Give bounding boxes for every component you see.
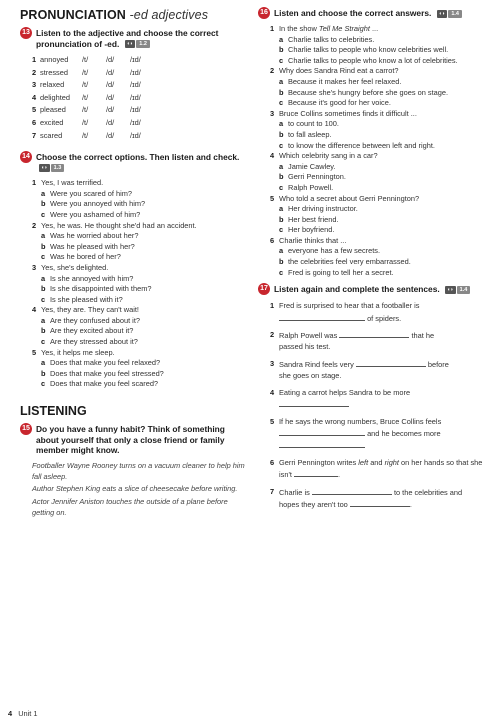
audio-track-button[interactable] bbox=[39, 164, 64, 172]
left-column bbox=[20, 8, 246, 521]
answer-option[interactable]: c Because it's good for her voice. bbox=[279, 98, 391, 108]
exercise-16-heading bbox=[258, 8, 488, 19]
sentence-item: 5 If he says the wrong numbers, Bruce Collins feels and he becomes more bbox=[270, 416, 488, 452]
pronunciation-row: 2 stressed /t/ /d/ /ɪd/ bbox=[32, 67, 141, 77]
pronunciation-row: 5 pleased /t/ /d/ /ɪd/ bbox=[32, 105, 141, 115]
answer-option[interactable]: a to count to 100. bbox=[279, 119, 339, 129]
exercise-14-items bbox=[32, 178, 246, 390]
audio-track-button[interactable] bbox=[437, 10, 462, 18]
answer-option[interactable]: b Does that make you feel stressed? bbox=[41, 368, 164, 378]
pronunciation-row: 1 annoyed /t/ /d/ /ɪd/ bbox=[32, 55, 141, 64]
answer-option[interactable]: c Were you ashamed of him? bbox=[41, 209, 141, 219]
exercise-number: 17 bbox=[258, 283, 270, 295]
exercise-13-heading bbox=[20, 28, 246, 49]
exercise-number: 16 bbox=[258, 7, 270, 19]
exercise-17-instruction: Listen again and complete the sentences. bbox=[274, 284, 440, 295]
answer-option[interactable]: a Her driving instructor. bbox=[279, 204, 358, 214]
answer-option[interactable]: a Charlie talks to celebrities. bbox=[279, 34, 375, 44]
answer-blank[interactable] bbox=[350, 498, 410, 507]
answer-option[interactable]: b to fall asleep. bbox=[279, 129, 332, 139]
exercise-number: 15 bbox=[20, 423, 32, 435]
exercise-number: 14 bbox=[20, 151, 32, 163]
question-item: 3 Yes, she's delighted. a Is she annoyed with him? b Is she disappointed with them? c Is she pleased with it? bbox=[32, 263, 246, 305]
answer-option[interactable]: c Her boyfriend. bbox=[279, 225, 335, 235]
audio-icon: ◖◗ bbox=[126, 41, 134, 48]
sentence-item: 3 Sandra Rind feels very before she goes on stage. bbox=[270, 358, 449, 381]
answer-option[interactable]: a Jamie Cawley. bbox=[279, 161, 336, 171]
answer-option[interactable]: b Because she's hungry before she goes on stage. bbox=[279, 87, 449, 97]
audio-icon: ◖◗ bbox=[41, 165, 48, 172]
exercise-15-instruction: Do you have a funny habit? Think of something about yourself that only a close friend or family member might know. bbox=[36, 424, 225, 456]
answer-option[interactable]: a Does that make you feel relaxed? bbox=[41, 358, 161, 368]
answer-blank[interactable] bbox=[279, 312, 365, 321]
unit-label: Unit 1 bbox=[18, 709, 38, 718]
question-item: 3 Bruce Collins sometimes finds it difficult ... a to count to 100. b to fall asleep. c to know the difference between left and right. bbox=[270, 109, 488, 151]
habit-example: Footballer Wayne Rooney turns on a vacuum cleaner to help him fall asleep. bbox=[32, 460, 245, 481]
answer-option[interactable]: c Was he bored of her? bbox=[41, 252, 121, 262]
answer-option[interactable]: b Are they excited about it? bbox=[41, 326, 134, 336]
answer-option[interactable]: b the celebrities feel very embarrassed. bbox=[279, 257, 411, 267]
answer-blank[interactable] bbox=[279, 439, 365, 448]
answer-option[interactable]: b Gerri Pennington. bbox=[279, 172, 346, 182]
pronunciation-table bbox=[32, 54, 246, 142]
pronunciation-heading bbox=[20, 8, 246, 22]
answer-option[interactable]: b Charlie talks to people who know celebrities well. bbox=[279, 45, 449, 55]
habit-examples bbox=[32, 461, 246, 519]
habit-example: Author Stephen King eats a slice of cheesecake before writing. bbox=[32, 484, 238, 494]
answer-option[interactable]: a Are they confused about it? bbox=[41, 315, 140, 325]
exercise-number: 13 bbox=[20, 27, 32, 39]
sentence-item: 2 Ralph Powell was that he passed his test. bbox=[270, 330, 435, 352]
audio-track-number: 1.2 bbox=[136, 40, 150, 48]
audio-track-number: 1.4 bbox=[457, 286, 471, 294]
exercise-16-instruction: Listen and choose the correct answers. bbox=[274, 8, 432, 18]
sentence-item: 6 Gerri Pennington writes left and right on her hands so that she isn't . bbox=[270, 457, 483, 480]
pronunciation-title: PRONUNCIATION bbox=[20, 8, 126, 22]
pronunciation-row: 3 relaxed /t/ /d/ /ɪd/ bbox=[32, 80, 141, 90]
answer-option[interactable]: b Is she disappointed with them? bbox=[41, 284, 152, 294]
answer-option[interactable]: a Is she annoyed with him? bbox=[41, 273, 134, 283]
question-item: 2 Why does Sandra Rind eat a carrot? a Because it makes her feel relaxed. b Because she's hungry before she goes on stage. c Because it's good for her voice. bbox=[270, 66, 488, 108]
sentence-item: 7 Charlie is to the celebrities and hopes they aren't too . bbox=[270, 486, 463, 509]
answer-option[interactable]: c Fred is going to tell her a secret. bbox=[279, 267, 394, 277]
answer-blank[interactable] bbox=[279, 427, 365, 436]
exercise-14-heading bbox=[20, 152, 246, 173]
answer-option[interactable]: c Does that make you feel scared? bbox=[41, 379, 159, 389]
answer-option[interactable]: a Was he worried about her? bbox=[41, 231, 139, 241]
answer-blank[interactable] bbox=[339, 329, 409, 338]
exercise-14-instruction: Choose the correct options. Then listen and check. bbox=[36, 152, 240, 163]
sentence-item: 1 Fred is surprised to hear that a footballer is of spiders. bbox=[270, 301, 420, 323]
question-item: 6 Charlie thinks that ... a everyone has a few secrets. b the celebrities feel very embarrassed. c Fred is going to tell her a secret. bbox=[270, 236, 488, 278]
question-item: 4 Which celebrity sang in a car? a Jamie Cawley. b Gerri Pennington. c Ralph Powell. bbox=[270, 151, 488, 193]
question-item: 5 Yes, it helps me sleep. a Does that make you feel relaxed? b Does that make you feel stressed? c Does that make you feel scared? bbox=[32, 348, 246, 390]
question-item: 1 In the show Tell Me Straight ... a Charlie talks to celebrities. b Charlie talks to people who know celebrities well. c Charlie talks to people who know a lot of celebrities. bbox=[270, 24, 488, 66]
page-number: 4 bbox=[8, 709, 13, 718]
pronunciation-subtitle: -ed adjectives bbox=[129, 8, 209, 22]
answer-blank[interactable] bbox=[356, 358, 426, 367]
exercise-16-items bbox=[270, 24, 488, 278]
question-item: 2 Yes, he was. He thought she'd had an accident. a Was he worried about her? b Was he pleased with her? c Was he bored of her? bbox=[32, 221, 246, 263]
exercise-17-heading bbox=[258, 284, 488, 295]
answer-option[interactable]: a Were you scared of him? bbox=[41, 188, 133, 198]
answer-option[interactable]: c Is she pleased with it? bbox=[41, 294, 123, 304]
answer-option[interactable]: b Her best friend. bbox=[279, 214, 339, 224]
answer-blank[interactable] bbox=[279, 398, 349, 407]
audio-track-button[interactable] bbox=[125, 40, 150, 48]
answer-option[interactable]: c Charlie talks to people who know a lot of celebrities. bbox=[279, 55, 458, 65]
audio-track-button[interactable] bbox=[445, 286, 470, 294]
exercise-15-heading bbox=[20, 424, 246, 456]
answer-blank[interactable] bbox=[312, 486, 392, 495]
answer-option[interactable]: b Were you annoyed with him? bbox=[41, 199, 146, 209]
exercise-13-instruction: Listen to the adjective and choose the correct pronunciation of -ed. bbox=[36, 28, 219, 49]
exercise-17-items bbox=[270, 300, 488, 510]
sentence-item: 4 Eating a carrot helps Sandra to be more bbox=[270, 387, 488, 411]
right-column bbox=[258, 8, 488, 515]
listening-heading: LISTENING bbox=[20, 404, 87, 419]
answer-option[interactable]: c to know the difference between left and right. bbox=[279, 140, 435, 150]
answer-option[interactable]: b Was he pleased with her? bbox=[41, 241, 135, 251]
answer-option[interactable]: c Are they stressed about it? bbox=[41, 337, 138, 347]
audio-icon: ◖◗ bbox=[447, 287, 454, 294]
answer-option[interactable]: c Ralph Powell. bbox=[279, 182, 334, 192]
question-item: 4 Yes, they are. They can't wait! a Are they confused about it? b Are they excited about it? c Are they stressed about it? bbox=[32, 305, 246, 347]
audio-icon: ◖◗ bbox=[438, 10, 446, 17]
page-footer bbox=[8, 709, 38, 718]
habit-example: Actor Jennifer Aniston touches the outside of a plane before getting on. bbox=[32, 497, 228, 517]
audio-track-number: 1.4 bbox=[448, 10, 462, 18]
pronunciation-row: 7 scared /t/ /d/ /ɪd/ bbox=[32, 130, 141, 140]
question-item: 5 Who told a secret about Gerri Pennington? a Her driving instructor. b Her best friend. c Her boyfriend. bbox=[270, 194, 488, 236]
pronunciation-row: 4 delighted /t/ /d/ /ɪd/ bbox=[32, 92, 141, 102]
pronunciation-row: 6 excited /t/ /d/ /ɪd/ bbox=[32, 117, 141, 127]
question-item: 1 Yes, I was terrified. a Were you scared of him? b Were you annoyed with him? c Were you ashamed of him? bbox=[32, 178, 246, 220]
answer-blank[interactable] bbox=[294, 468, 338, 477]
answer-option[interactable]: a everyone has a few secrets. bbox=[279, 246, 381, 256]
audio-track-number: 1.3 bbox=[51, 164, 65, 172]
answer-option[interactable]: a Because it makes her feel relaxed. bbox=[279, 76, 402, 86]
